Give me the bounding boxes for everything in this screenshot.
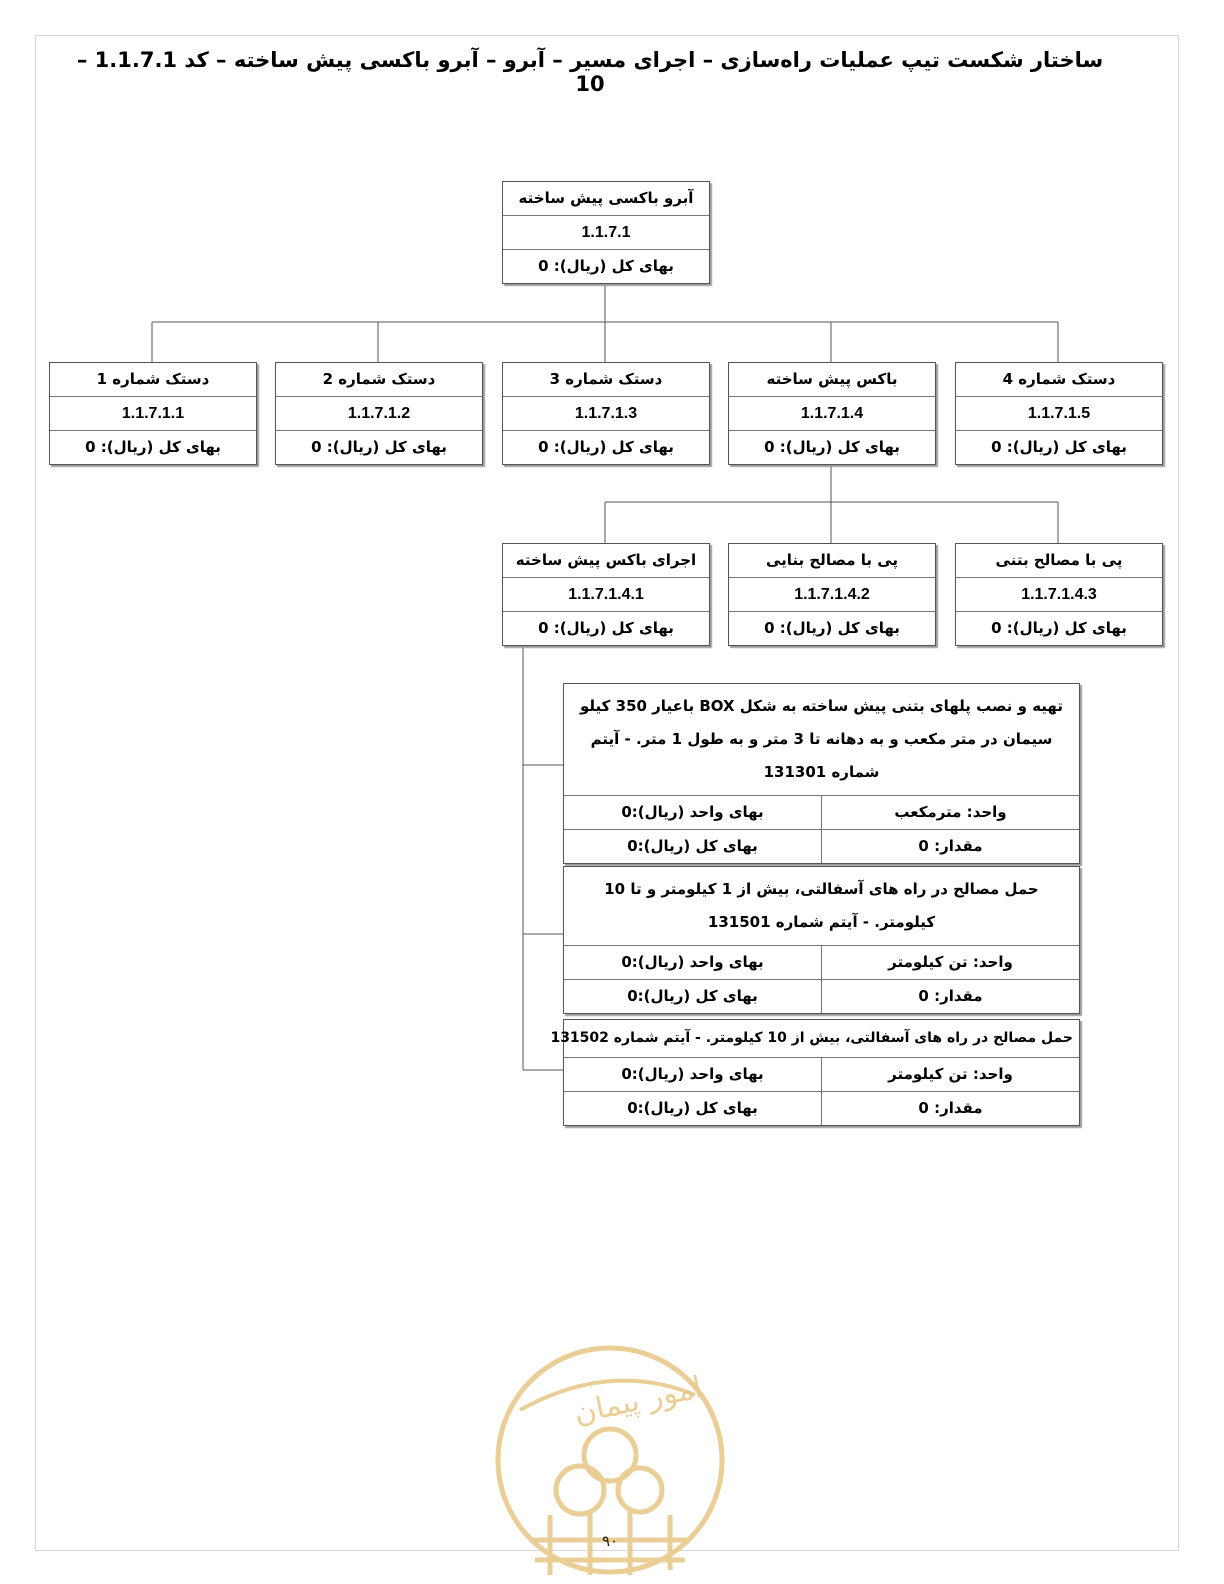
- level1-node: [955, 362, 1163, 465]
- item-description: حمل مصالح در راه های آسفالتی، بیش از 1 کیلومتر و تا 10 کیلومتر. - آیتم شماره 131501: [564, 867, 1079, 946]
- node-cost: بهای کل (ریال): 0: [729, 611, 935, 645]
- work-item: [550, 1019, 1080, 1126]
- node-name: دستک شماره 4: [1002, 370, 1116, 388]
- node-code: 1.1.7.1.4.2: [729, 577, 935, 611]
- item-unit: واحد: مترمکعب: [894, 803, 1007, 821]
- level2-node: [502, 543, 710, 646]
- level1-node: [728, 362, 936, 465]
- node-name: باکس پیش ساخته: [766, 370, 898, 388]
- node-name: اجرای باکس پیش ساخته: [515, 551, 697, 569]
- node-name: دستک شماره 1: [96, 370, 210, 388]
- item-row: [564, 980, 1079, 1013]
- node-cost: بهای کل (ریال): 0: [729, 430, 935, 464]
- node-cost: بهای کل (ریال): 0: [503, 430, 709, 464]
- item-total: بهای کل (ریال):0: [564, 980, 822, 1013]
- level2-node: [955, 543, 1163, 646]
- node-code: 1.1.7.1.1: [50, 396, 256, 430]
- item-unit: واحد: تن کیلومتر: [888, 1065, 1013, 1083]
- item-quantity: مقدار: 0: [918, 987, 983, 1005]
- item-unit-price: بهای واحد (ریال):0: [564, 1058, 822, 1091]
- level2-node: [728, 543, 936, 646]
- work-item: [563, 866, 1080, 1014]
- item-description: تهیه و نصب پلهای بتنی پیش ساخته به شکل BOX باعیار 350 کیلو سیمان در متر مکعب و به دهانه تا 3 متر و به طول 1 متر. - آیتم شماره 131301: [564, 684, 1079, 796]
- node-name: آبرو باکسی پیش ساخته: [518, 189, 694, 207]
- item-description: حمل مصالح در راه های آسفالتی، بیش از 10 کیلومتر. - آیتم شماره 131502: [564, 1020, 1079, 1058]
- item-unit-price: بهای واحد (ریال):0: [564, 946, 822, 979]
- item-row: [564, 830, 1079, 863]
- page-title: ساختار شکست تیپ عملیات راه‌سازی – اجرای مسیر – آبرو – آبرو باکسی پیش ساخته – کد 1.1.7.1 – 10: [76, 48, 1104, 96]
- node-cost: بهای کل (ریال): 0: [276, 430, 482, 464]
- item-row: [564, 946, 1079, 980]
- item-quantity: مقدار: 0: [918, 837, 983, 855]
- root-node: [502, 181, 710, 284]
- item-total: بهای کل (ریال):0: [564, 830, 822, 863]
- item-row: [564, 1092, 1079, 1125]
- node-code: 1.1.7.1.4: [729, 396, 935, 430]
- level1-node: [502, 362, 710, 465]
- page-number: ۹۰: [601, 1532, 619, 1550]
- node-cost: بهای کل (ریال): 0: [956, 430, 1162, 464]
- node-cost: بهای کل (ریال): 0: [956, 611, 1162, 645]
- node-cost: بهای کل (ریال): 0: [50, 430, 256, 464]
- node-cost: بهای کل (ریال): 0: [503, 249, 709, 283]
- item-quantity: مقدار: 0: [918, 1099, 983, 1117]
- node-name: پی با مصالح بنایی: [765, 551, 899, 569]
- node-name: پی با مصالح بتنی: [995, 551, 1123, 569]
- node-name: دستک شماره 2: [322, 370, 436, 388]
- node-code: 1.1.7.1.4.3: [956, 577, 1162, 611]
- watermark-text: امور پیمان: [570, 1370, 706, 1432]
- node-code: 1.1.7.1.3: [503, 396, 709, 430]
- item-unit-price: بهای واحد (ریال):0: [564, 796, 822, 829]
- node-cost: بهای کل (ریال): 0: [503, 611, 709, 645]
- item-unit: واحد: تن کیلومتر: [888, 953, 1013, 971]
- level1-node: [49, 362, 257, 465]
- level1-node: [275, 362, 483, 465]
- node-code: 1.1.7.1.5: [956, 396, 1162, 430]
- node-name: دستک شماره 3: [549, 370, 663, 388]
- node-code: 1.1.7.1.2: [276, 396, 482, 430]
- item-total: بهای کل (ریال):0: [564, 1092, 822, 1125]
- item-row: [564, 796, 1079, 830]
- work-item: [563, 683, 1080, 864]
- node-code: 1.1.7.1: [503, 215, 709, 249]
- node-code: 1.1.7.1.4.1: [503, 577, 709, 611]
- item-row: [564, 1058, 1079, 1092]
